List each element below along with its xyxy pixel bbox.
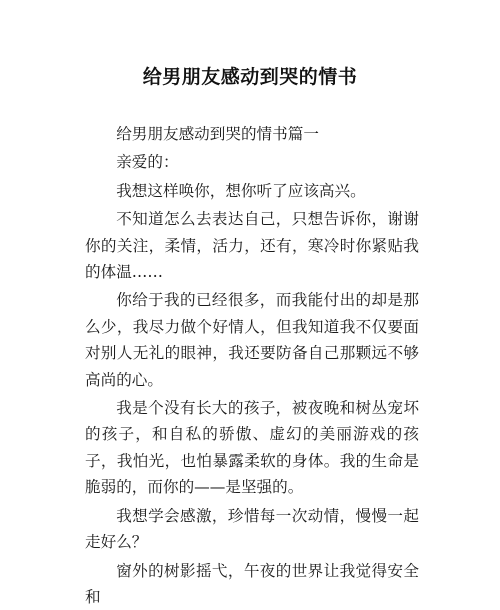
salutation: 亲爱的：: [85, 149, 419, 175]
paragraph: 我想学会感激，珍惜每一次动情，慢慢一起走好么？: [85, 503, 419, 556]
paragraph: 我想这样唤你，想你听了应该高兴。: [85, 178, 419, 204]
paragraph: 窗外的树影摇弋，午夜的世界让我觉得安全和: [85, 558, 419, 610]
paragraph: 你给于我的已经很多，而我能付出的却是那么少，我尽力做个好情人，但我知道我不仅要面对别人无礼的眼神，我还要防备自己那颗远不够高尚的心。: [85, 287, 419, 393]
document-title: 给男朋友感动到哭的情书: [0, 62, 500, 89]
section-heading: 给男朋友感动到哭的情书篇一: [85, 121, 419, 147]
paragraph: 不知道怎么去表达自己，只想告诉你，谢谢你的关注，柔情，活力，还有，寒冷时你紧贴我的体温……: [85, 206, 419, 285]
paragraph: 我是个没有长大的孩子，被夜晚和树丛宠坏的孩子，和自私的骄傲、虚幻的美丽游戏的孩子，我怕光，也怕暴露柔软的身体。我的生命是脆弱的，而你的——是坚强的。: [85, 395, 419, 501]
letter-body: [85, 121, 419, 610]
